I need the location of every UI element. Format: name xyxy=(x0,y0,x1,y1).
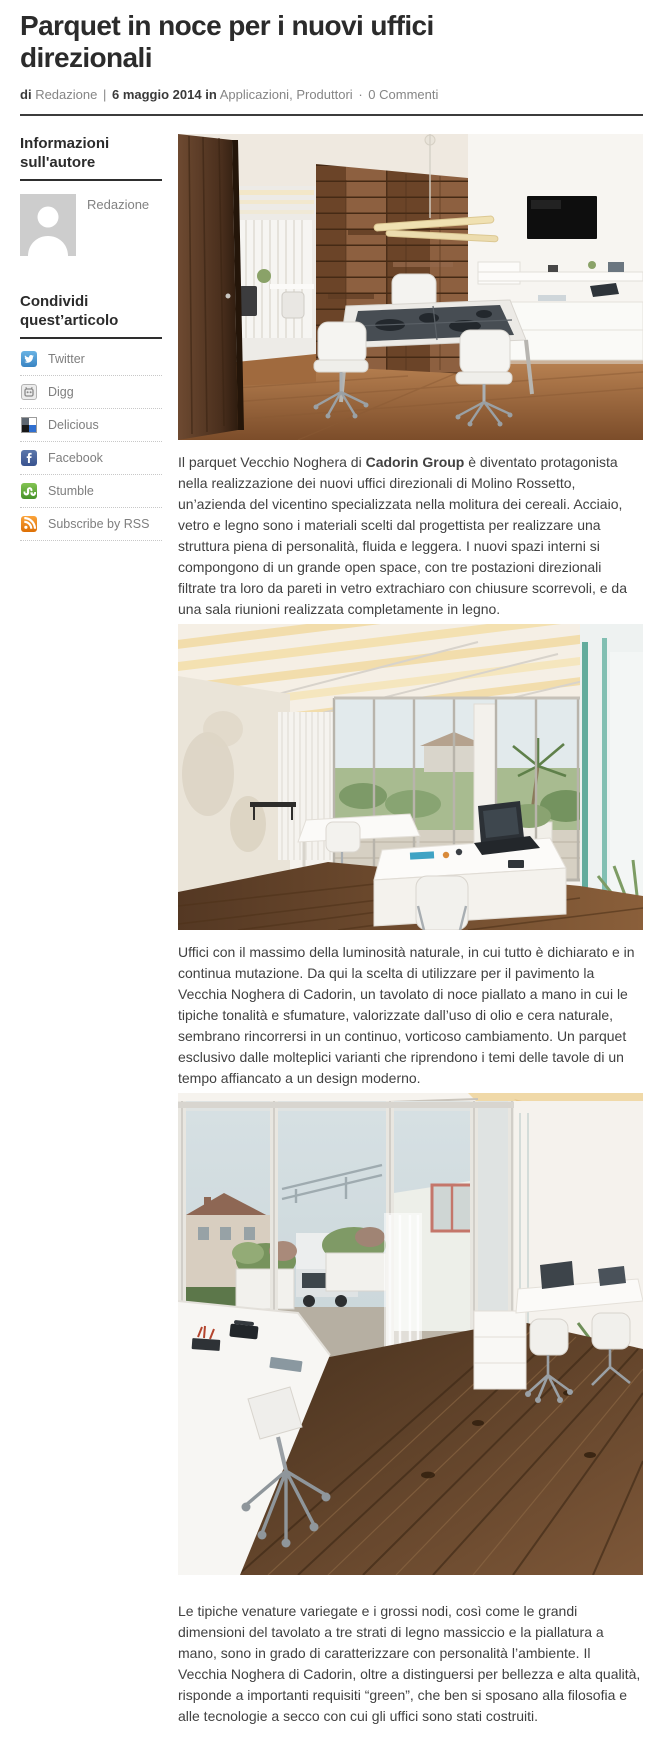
article-body xyxy=(178,134,643,1731)
meeting-room-photo xyxy=(178,134,643,440)
byline-pipe: | xyxy=(102,87,107,103)
share-item-label: Stumble xyxy=(48,484,94,499)
author-link[interactable]: Redazione xyxy=(35,87,98,103)
article-image-open-space xyxy=(178,624,643,930)
share-item-rss[interactable] xyxy=(20,508,162,541)
share-item-twitter[interactable] xyxy=(20,343,162,376)
share-box-heading: Condividi quest’articolo xyxy=(20,292,162,339)
article-image-glass-facade xyxy=(178,1093,643,1575)
page-title: Parquet in noce per i nuovi uffici direzionali xyxy=(20,10,434,73)
share-item-label: Facebook xyxy=(48,451,103,466)
category-link-applicazioni[interactable]: Applicazioni xyxy=(219,87,290,103)
share-item-label: Subscribe by RSS xyxy=(48,517,150,532)
paragraph-1-text-after: è diventato protagonista nella realizzazione dei nuovi uffici direzionali di Molino Rossetto, un’azienda del vicentino specializzata nella molitura dei cereali. Acciaio, vetro e legno sono i materiali scelti dal progettista per realizzare una struttura piena di personalità, fluida e leggera. I nuovi spazi interni si compongono di un grande open space, con tre postazioni direzionali filtrate tra loro da pareti in vetro extrachiaro con chiusure scorrevoli, e da una sala riunioni realizzata completamente in legno. xyxy=(178,454,627,618)
delicious-icon xyxy=(21,417,37,433)
share-item-label: Digg xyxy=(48,385,74,400)
paragraph-1-text: Il parquet Vecchio Noghera di xyxy=(178,454,366,471)
share-item-label: Twitter xyxy=(48,352,85,367)
facebook-icon xyxy=(21,450,37,466)
share-item-facebook[interactable] xyxy=(20,442,162,475)
byline-comma: , xyxy=(289,87,293,103)
glass-facade-photo xyxy=(178,1093,643,1575)
twitter-icon xyxy=(21,351,37,367)
byline-prefix: di xyxy=(20,87,32,103)
byline-in-label: in xyxy=(205,87,217,103)
header-divider xyxy=(20,114,643,116)
rss-icon xyxy=(21,516,37,532)
byline-dot: · xyxy=(358,87,363,103)
author-name: Redazione xyxy=(87,197,150,213)
share-item-delicious[interactable] xyxy=(20,409,162,442)
category-link-produttori[interactable]: Produttori xyxy=(296,87,353,103)
byline-date: 6 maggio 2014 xyxy=(111,87,202,103)
sidebar xyxy=(20,134,162,541)
author-box xyxy=(20,194,162,256)
paragraph-2: Uffici con il massimo della luminosità naturale, in cui tutto è dichiarato e in continua mutazione. Da qui la scelta di utilizzare per il pavimento la Vecchia Noghera di Cadorin, un tavolato di noce piallato a mano in cui le tipiche tonalità e sfumature, valorizzate dall’uso di olio e cera naturale, sembrano rincorrersi in un continuo, vorticoso cambiamento. Un parquet esclusivo dalle molteplici varianti che riprendono i temi delle tavole di un tempo affiancato a un design moderno. xyxy=(178,944,635,1087)
paragraph-1 xyxy=(178,452,643,620)
person-silhouette-icon xyxy=(20,194,76,256)
article-page xyxy=(0,10,657,1739)
digg-icon xyxy=(21,384,37,400)
stumble-icon xyxy=(21,483,37,499)
share-item-label: Delicious xyxy=(48,418,99,433)
author-box-heading: Informazioni sull'autore xyxy=(20,134,162,181)
byline xyxy=(20,87,643,102)
avatar xyxy=(20,194,76,256)
paragraph-3: Le tipiche venature variegate e i grossi nodi, così come le grandi dimensioni del tavolato a tre strati di legno massiccio e la piallatura a mano, sono in grado di caratterizzare con personalità l’ambiente. Il Vecchia Noghera di Cadorin, oltre a distinguersi per bellezza e alta qualità, risponde a importanti requisiti “green”, che ben si sposano alla filosofia e alle tecnologie a secco con cui gli uffici sono stati costruiti. xyxy=(178,1603,641,1725)
paragraph-1-bold: Cadorin Group xyxy=(365,454,465,471)
share-list xyxy=(20,343,162,541)
share-item-stumble[interactable] xyxy=(20,475,162,508)
open-space-photo xyxy=(178,624,643,930)
share-item-digg[interactable] xyxy=(20,376,162,409)
comments-link[interactable]: 0 Commenti xyxy=(368,87,439,103)
article-image-meeting-room xyxy=(178,134,643,440)
